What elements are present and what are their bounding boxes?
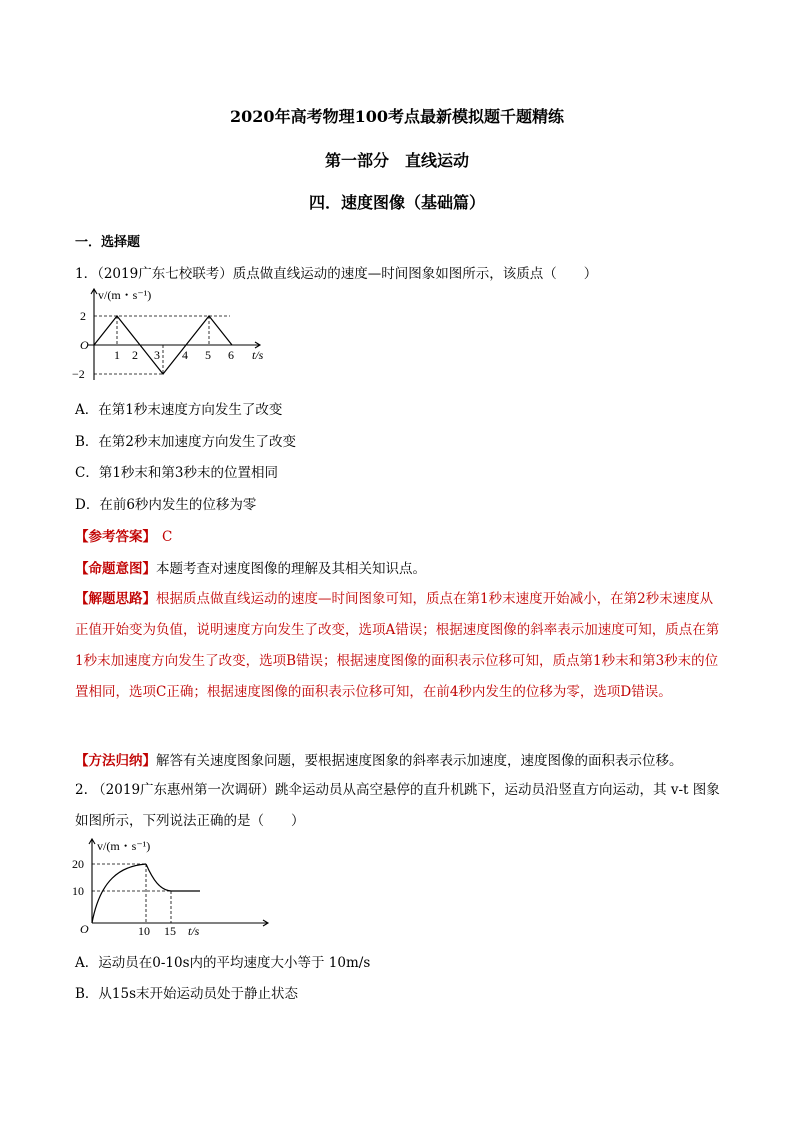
q1-xtick-2: 2: [132, 348, 138, 362]
q1-intent-text: 本题考查对速度图像的理解及其相关知识点。: [156, 561, 426, 577]
q1-method-label: 【方法归纳】: [75, 753, 156, 769]
q2-origin: O: [80, 922, 89, 936]
q2-vt-fall: [146, 864, 200, 891]
q1-solution: [75, 584, 723, 708]
q1-origin: O: [80, 338, 89, 352]
q2-ytick-20: 20: [72, 857, 84, 871]
q2-vt-graph: [70, 835, 270, 940]
q2-vt-rise: [92, 864, 146, 923]
q1-option-c: C．第1秒末和第3秒末的位置相同: [75, 465, 279, 481]
document-title: 2020年高考物理100考点最新模拟题千题精练: [230, 107, 564, 126]
q1-xtick-5: 5: [205, 348, 211, 362]
q1-answer-value: C: [162, 529, 173, 545]
q1-xtick-4: 4: [182, 348, 188, 362]
q2-option-a: A．运动员在0-10s内的平均速度大小等于 10m/s: [75, 955, 371, 971]
q2-ytick-10: 10: [72, 884, 84, 898]
q2-xtick-15: 15: [164, 924, 176, 938]
q1-xtick-1: 1: [114, 348, 120, 362]
q1-stem: 1．（2019广东七校联考）质点做直线运动的速度—时间图象如图所示，该质点（ ）: [75, 266, 598, 282]
q1-ylabel: v/(m・s⁻¹): [98, 288, 152, 302]
q1-method: [75, 749, 683, 769]
q1-solution-text: 根据质点做直线运动的速度—时间图象可知，质点在第1秒末速度开始减小，在第2秒末速度从正值开始变为负值，说明速度方向发生了改变，选项A错误；根据速度图像的斜率表示加速度可知，质点在第1秒末加速度方向发生了改变，选项B错误；根据速度图像的面积表示位移可知，质点第1秒末和第3秒末的位置相同，选项C正确；根据速度图像的面积表示位移可知，在前4秒内发生的位移为零，选项D错误。: [75, 591, 720, 700]
q1-ytick-2: 2: [80, 309, 86, 323]
q2-option-b: B．从15s末开始运动员处于静止状态: [75, 986, 299, 1002]
q1-xlabel: t/s: [252, 348, 264, 362]
q2-ylabel: v/(m・s⁻¹): [97, 839, 151, 853]
q1-option-d: D．在前6秒内发生的位移为零: [75, 497, 257, 513]
part-title: 第一部分 直线运动: [324, 151, 469, 170]
q1-intent: [75, 557, 426, 577]
q1-intent-label: 【命题意图】: [75, 561, 156, 577]
q2-stem: 2. （2019广东惠州第一次调研）跳伞运动员从高空悬停的直升机跳下，运动员沿竖直方向运动，其 v-t 图象如图所示，下列说法正确的是（ ）: [75, 782, 720, 829]
q1-answer: [75, 525, 172, 545]
q1-option-a: A．在第1秒末速度方向发生了改变: [75, 402, 283, 418]
q1-ytick-neg2: −2: [72, 367, 85, 381]
q1-solution-label: 【解题思路】: [75, 591, 156, 607]
q2-xtick-10: 10: [138, 924, 150, 938]
q1-xtick-6: 6: [228, 348, 234, 362]
q2-xlabel: t/s: [188, 924, 200, 938]
section-title: 四．速度图像（基础篇）: [308, 193, 485, 212]
q1-method-text: 解答有关速度图象问题，要根据速度图象的斜率表示加速度，速度图像的面积表示位移。: [156, 753, 683, 769]
q1-vt-graph: [70, 285, 290, 385]
q1-option-b: B．在第2秒末加速度方向发生了改变: [75, 434, 297, 450]
q1-xtick-3: 3: [154, 348, 160, 362]
q1-answer-label: 【参考答案】: [75, 529, 156, 545]
section-heading: 一．选择题: [75, 235, 141, 250]
